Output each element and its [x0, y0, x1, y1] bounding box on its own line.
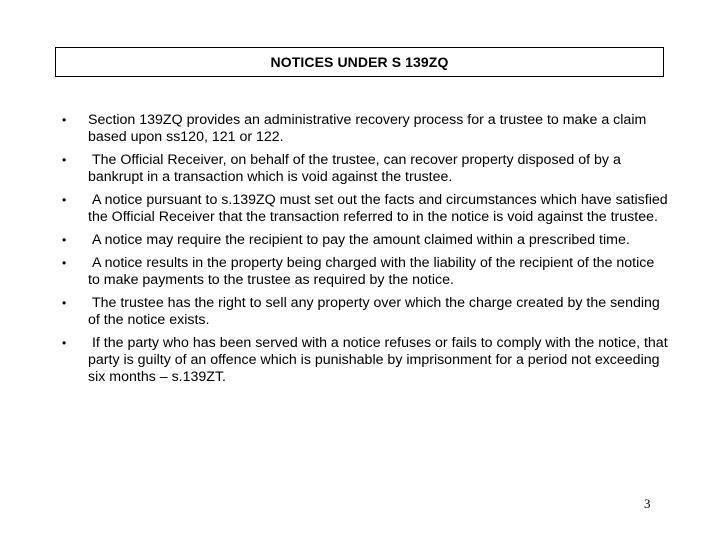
- bullet-text: The Official Receiver, on behalf of the trustee, can recover property disposed of by a bankrupt in a transaction which is void against the trustee.: [88, 152, 625, 185]
- bullet-icon: •: [62, 233, 67, 247]
- bullet-item: [0, 293, 720, 329]
- bullet-text: The trustee has the right to sell any property over which the charge created by the sending of the notice exists.: [88, 295, 664, 328]
- bullet-text: Section 139ZQ provides an administrative recovery process for a trustee to make a claim based upon ss120, 121 or 122.: [88, 112, 651, 145]
- bullet-icon: •: [62, 256, 67, 270]
- bullet-item: [0, 190, 720, 226]
- bullet-text: A notice results in the property being charged with the liability of the recipient of the notice to make payments to the trustee as required by the notice.: [88, 255, 659, 288]
- slide-title: NOTICES UNDER S 139ZQ: [270, 54, 449, 70]
- bullet-item: [0, 253, 720, 289]
- title-box: [55, 47, 664, 77]
- bullet-icon: •: [62, 193, 67, 207]
- bullet-list: [0, 110, 720, 386]
- bullet-item: [0, 333, 720, 386]
- bullet-icon: •: [62, 113, 67, 127]
- bullet-text: A notice may require the recipient to pay the amount claimed within a prescribed time.: [88, 232, 630, 248]
- bullet-icon: •: [62, 153, 67, 167]
- bullet-item: [0, 150, 720, 186]
- bullet-text: If the party who has been served with a notice refuses or fails to comply with the notice, that party is guilty of an offence which is punishable by imprisonment for a period not exceeding six months – s.139ZT.: [88, 335, 672, 385]
- page-number: 3: [644, 496, 651, 511]
- bullet-text: A notice pursuant to s.139ZQ must set out the facts and circumstances which have satisfied the Official Receiver that the transaction referred to in the notice is void against the trustee.: [88, 192, 672, 225]
- bullet-item: [0, 110, 720, 146]
- bullet-icon: •: [62, 296, 67, 310]
- bullet-item: [0, 230, 720, 249]
- bullet-icon: •: [62, 336, 67, 350]
